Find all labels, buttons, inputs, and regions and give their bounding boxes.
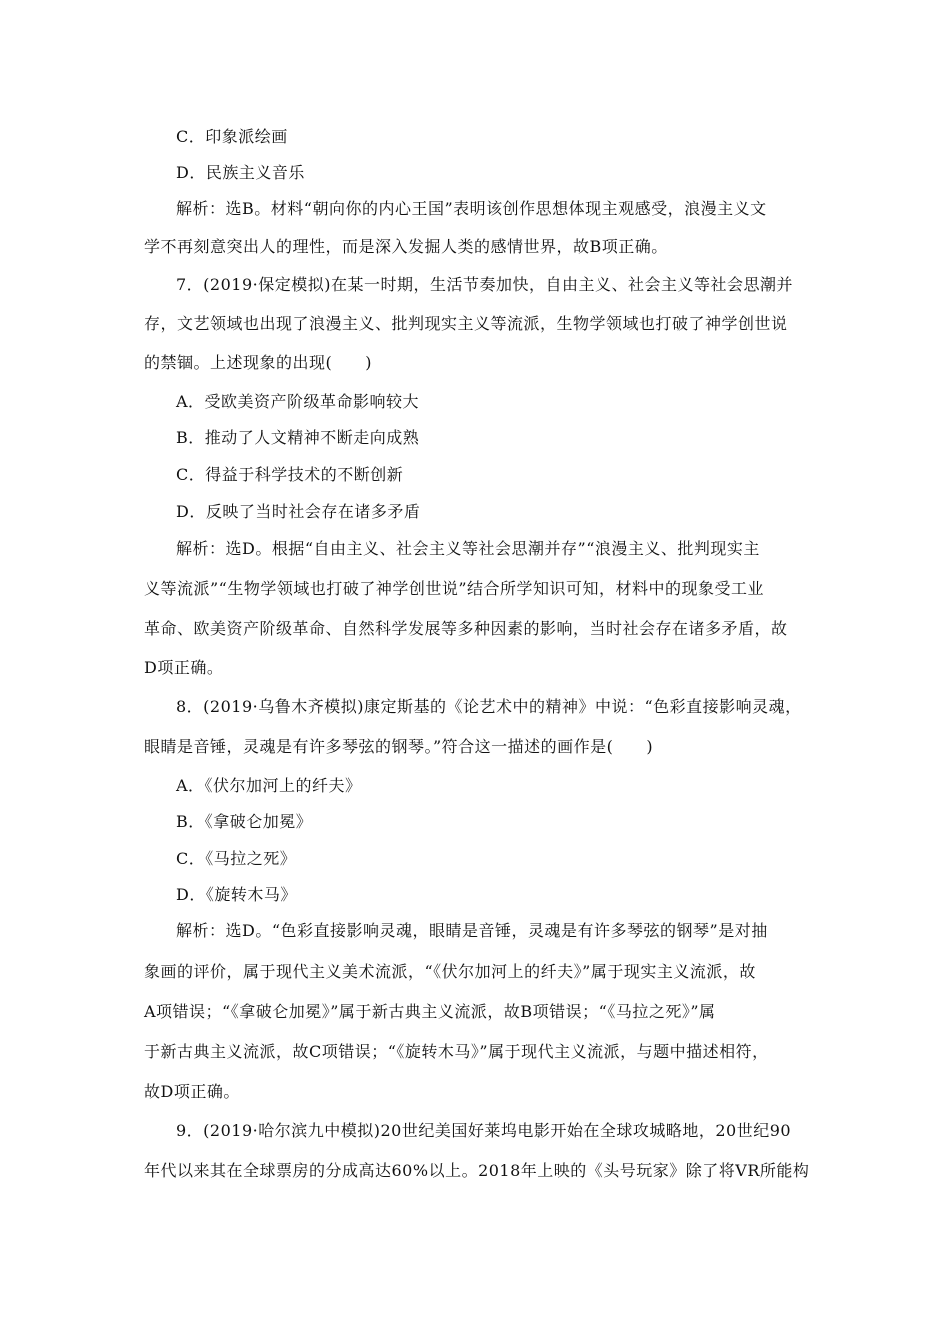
- q8-analysis-line: 象画的评价，属于现代主义美术流派，“《伏尔加河上的纤夫》”属于现实主义流派，故: [144, 962, 756, 981]
- q7-analysis-line: 革命、欧美资产阶级革命、自然科学发展等多种因素的影响，当时社会存在诸多矛盾，故: [144, 619, 788, 638]
- q8-option-d: D．《旋转木马》: [176, 885, 297, 904]
- q8-analysis-line: 解析：选D。“色彩直接影响灵魂，眼睛是音锤，灵魂是有许多琴弦的钢琴”是对抽: [176, 921, 768, 940]
- q7-option-a: A．受欧美资产阶级革命影响较大: [176, 392, 420, 411]
- q9-stem-line: 9．(2019·哈尔滨九中模拟)20世纪美国好莱坞电影开始在全球攻城略地，20世纪90: [176, 1121, 792, 1140]
- q8-analysis-line: 故D项正确。: [144, 1082, 240, 1101]
- q8-option-a: A．《伏尔加河上的纤夫》: [176, 776, 362, 795]
- q7-option-b: B．推动了人文精神不断走向成熟: [176, 428, 420, 447]
- q7-stem-line: 7．(2019·保定模拟)在某一时期，生活节奏加快，自由主义、社会主义等社会思潮并: [176, 275, 793, 294]
- q7-option-c: C．得益于科学技术的不断创新: [176, 465, 404, 484]
- q8-stem-line: 8．(2019·乌鲁木齐模拟)康定斯基的《论艺术中的精神》中说：“色彩直接影响灵魂，: [176, 697, 802, 716]
- q6-analysis-line: 解析：选B。材料“朝向你的内心王国”表明该创作思想体现主观感受，浪漫主义文: [176, 199, 767, 218]
- q7-analysis-line: 解析：选D。根据“自由主义、社会主义等社会思潮并存”“浪漫主义、批判现实主: [176, 539, 760, 558]
- q6-analysis-line: 学不再刻意突出人的理性，而是深入发掘人类的感情世界，故B项正确。: [144, 237, 668, 256]
- q7-analysis-line: D项正确。: [144, 658, 224, 677]
- q6-option-c: C．印象派绘画: [176, 127, 288, 146]
- q8-stem-line: 眼睛是音锤，灵魂是有许多琴弦的钢琴。”符合这一描述的画作是( ): [144, 737, 654, 756]
- q8-analysis-line: A项错误；“《拿破仑加冕》”属于新古典主义流派，故B项错误；“《马拉之死》”属: [144, 1002, 716, 1021]
- q7-option-d: D．反映了当时社会存在诸多矛盾: [176, 502, 421, 521]
- q8-option-c: C．《马拉之死》: [176, 849, 297, 868]
- q7-stem-line: 存，文艺领域也出现了浪漫主义、批判现实主义等流派，生物学领域也打破了神学创世说: [144, 314, 788, 333]
- q8-analysis-line: 于新古典主义流派，故C项错误；“《旋转木马》”属于现代主义流派，与题中描述相符，: [144, 1042, 769, 1061]
- q7-analysis-line: 义等流派”“生物学领域也打破了神学创世说”结合所学知识可知，材料中的现象受工业: [144, 579, 765, 598]
- q6-option-d: D．民族主义音乐: [176, 163, 305, 182]
- q9-stem-line: 年代以来其在全球票房的分成高达60%以上。2018年上映的《头号玩家》除了将VR所能构: [144, 1161, 810, 1180]
- q8-option-b: B．《拿破仑加冕》: [176, 812, 313, 831]
- q7-stem-line: 的禁锢。上述现象的出现( ): [144, 353, 372, 372]
